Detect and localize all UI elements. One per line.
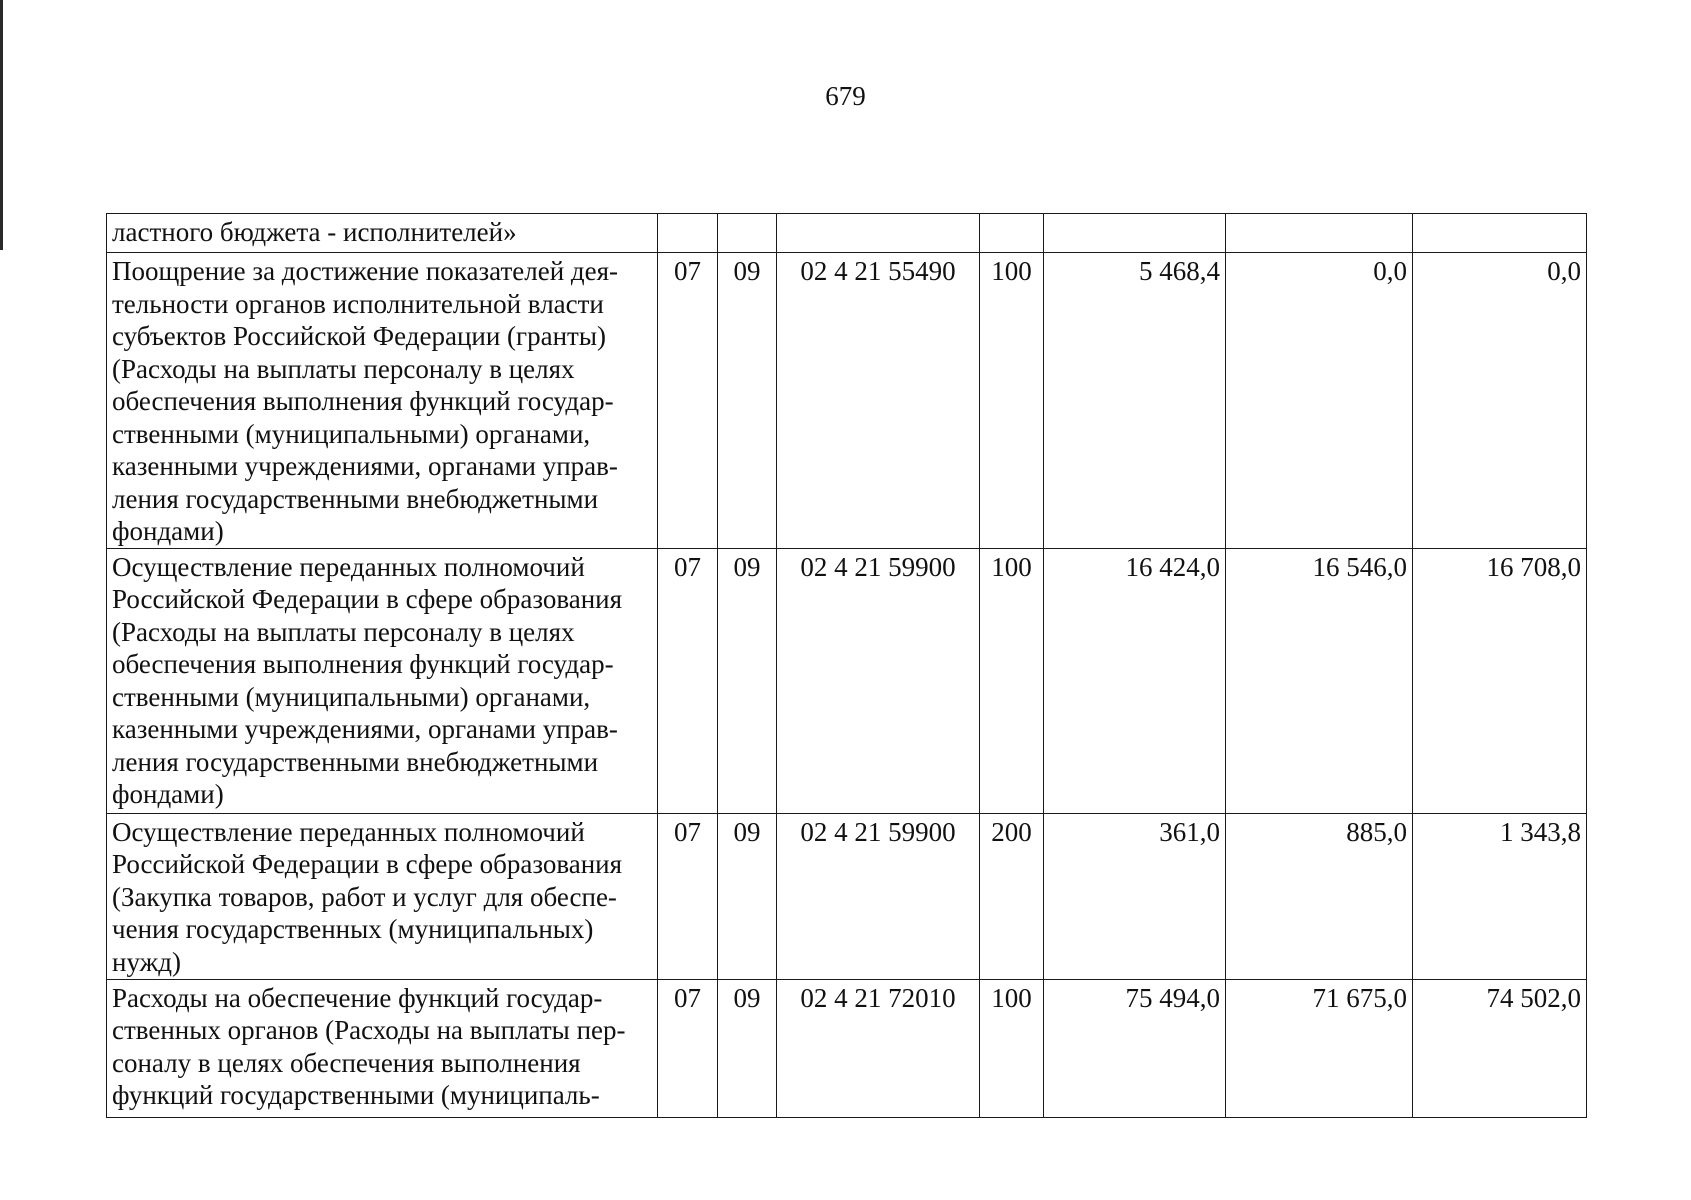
amount-year-2: 16 546,0	[1226, 548, 1413, 813]
amount-year-2: 885,0	[1226, 813, 1413, 979]
expense-type-code: 100	[980, 548, 1044, 813]
amount-year-1: 16 424,0	[1044, 548, 1226, 813]
expense-type-code: 100	[980, 253, 1044, 549]
row-description: Поощрение за достижение показателей дея- тельности органов исполнительной власти субъектов Российской Федерации (гранты) (Расходы на выплаты персоналу в целях обеспечения выполнения функций государ- ственными (муниципальными) органами, казенными учреждениями, органами управ- ления государственными внебюджетными фондами)	[107, 253, 658, 549]
section-code	[658, 214, 718, 253]
row-description: Осуществление переданных полномочий Российской Федерации в сфере образования (Закупка товаров, работ и услуг для обеспе- чения государственных (муниципальных) нужд)	[107, 813, 658, 979]
amount-year-3: 0,0	[1413, 253, 1587, 549]
table-row	[107, 253, 1587, 549]
subsection-code: 09	[718, 979, 777, 1117]
page-number: 679	[825, 81, 866, 111]
table-row	[107, 979, 1587, 1117]
subsection-code: 09	[718, 548, 777, 813]
expense-type-code: 100	[980, 979, 1044, 1117]
amount-year-2: 0,0	[1226, 253, 1413, 549]
amount-year-3: 1 343,8	[1413, 813, 1587, 979]
row-description: ластного бюджета - исполнителей»	[107, 214, 658, 253]
table-row	[107, 214, 1587, 253]
subsection-code	[718, 214, 777, 253]
section-code: 07	[658, 979, 718, 1117]
section-code: 07	[658, 253, 718, 549]
amount-year-3: 16 708,0	[1413, 548, 1587, 813]
subsection-code: 09	[718, 253, 777, 549]
section-code: 07	[658, 813, 718, 979]
subsection-code: 09	[718, 813, 777, 979]
section-code: 07	[658, 548, 718, 813]
row-description: Осуществление переданных полномочий Российской Федерации в сфере образования (Расходы на выплаты персоналу в целях обеспечения выполнения функций государ- ственными (муниципальными) органами, казенными учреждениями, органами управ- ления государственными внебюджетными фондами)	[107, 548, 658, 813]
amount-year-1: 5 468,4	[1044, 253, 1226, 549]
target-article-code: 02 4 21 59900	[777, 813, 980, 979]
amount-year-1	[1044, 214, 1226, 253]
budget-table	[106, 213, 1587, 1118]
amount-year-3	[1413, 214, 1587, 253]
amount-year-3: 74 502,0	[1413, 979, 1587, 1117]
expense-type-code: 200	[980, 813, 1044, 979]
row-description: Расходы на обеспечение функций государ- ственных органов (Расходы на выплаты пер- соналу в целях обеспечения выполнения функций государственными (муниципаль-	[107, 979, 658, 1117]
target-article-code	[777, 214, 980, 253]
table-row	[107, 813, 1587, 979]
amount-year-2	[1226, 214, 1413, 253]
page-edge-line	[0, 0, 3, 250]
amount-year-2: 71 675,0	[1226, 979, 1413, 1117]
expense-type-code	[980, 214, 1044, 253]
amount-year-1: 361,0	[1044, 813, 1226, 979]
target-article-code: 02 4 21 72010	[777, 979, 980, 1117]
amount-year-1: 75 494,0	[1044, 979, 1226, 1117]
target-article-code: 02 4 21 55490	[777, 253, 980, 549]
target-article-code: 02 4 21 59900	[777, 548, 980, 813]
table-row	[107, 548, 1587, 813]
